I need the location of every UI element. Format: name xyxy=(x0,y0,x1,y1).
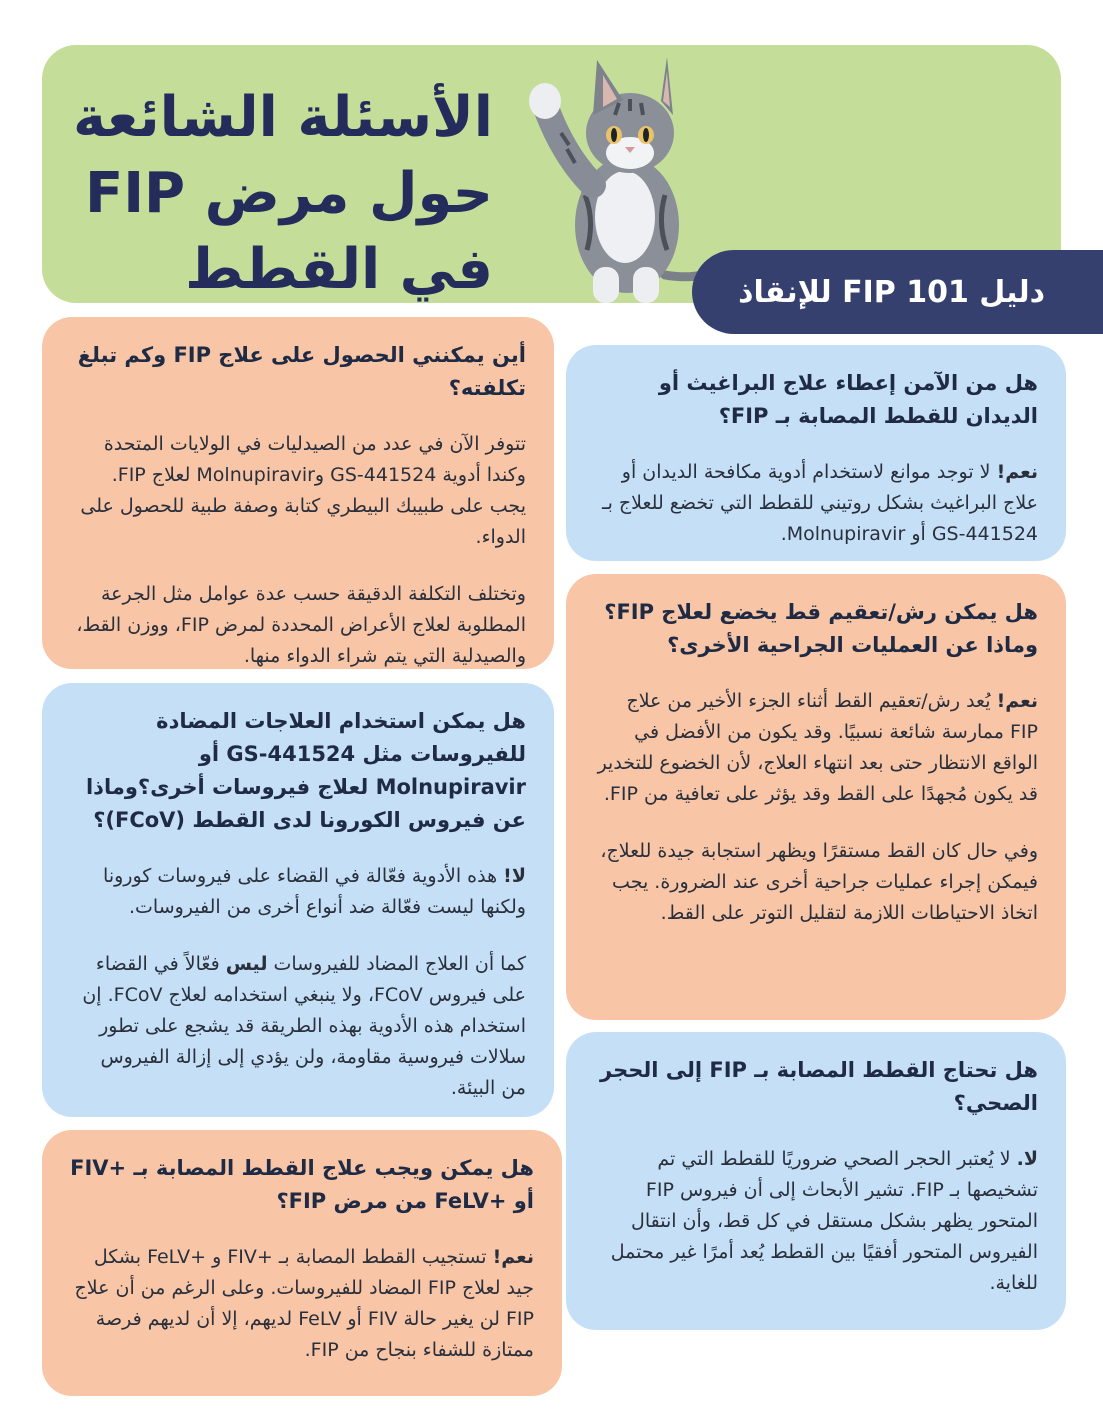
faq-answer-antiviral-1 xyxy=(70,861,526,923)
answer-lead-no: لا! xyxy=(503,865,526,887)
faq-card-spay-neuter xyxy=(566,574,1066,1020)
faq-answer-treatment-cost-2: وتختلف التكلفة الدقيقة حسب عدة عوامل مثل الجرعة المطلوبة لعلاج الأعراض المحددة لمرض FIP، ووزن القط، والصيدلية التي يتم شراء الدواء منها. xyxy=(76,583,526,667)
answer-lead-no: لا. xyxy=(1016,1148,1038,1170)
faq-question-quarantine: هل تحتاج القطط المصابة بـ FIP إلى الحجر الصحي؟ xyxy=(600,1058,1038,1115)
faq-answer-treatment-cost-1: تتوفر الآن في عدد من الصيدليات في الولايات المتحدة وكندا أدوية GS-441524 وMolnupiravir لعلاج FIP. يجب على طبيبك البيطري كتابة وصفة طبية للحصول على الدواء. xyxy=(80,433,526,548)
answer-text: فعّالاً في القضاء على فيروس FCoV، ولا ينبغي استخدامه لعلاج FCoV. إن استخدام هذه الأدوية بهذه الطريقة قد يشجع على تطور سلالات فيروسية مقاومة، ولن يؤدي إلى إزالة الفيروس من البيئة. xyxy=(82,953,526,1099)
faq-answer-spay-neuter-2: وفي حال كان القط مستقرًا ويظهر استجابة جيدة للعلاج، فيمكن إجراء عمليات جراحية أخرى عند الضرورة. يجب اتخاذ الاحتياطات اللازمة لتقليل التوتر على القط. xyxy=(600,840,1038,924)
page-title xyxy=(53,80,493,308)
answer-text: هذه الأدوية فعّالة في القضاء على فيروسات كورونا ولكنها ليست فعّالة ضد أنواع أخرى من الفيروسات. xyxy=(103,865,526,918)
faq-card-treatment-cost xyxy=(42,317,554,669)
answer-text: لا يُعتبر الحجر الصحي ضروريًا للقطط التي تم تشخيصها بـ FIP. تشير الأبحاث إلى أن فيروس FIP المتحور يظهر بشكل مستقل في كل قط، وأن انتقال الفيروس المتحور أفقيًا بين القطط يُعد أمرًا غير محتمل للغاية. xyxy=(610,1148,1038,1294)
answer-lead-yes: نعم! xyxy=(996,690,1038,712)
faq-question-antiviral: هل يمكن استخدام العلاجات المضادة للفيروسات مثل GS-441524 أو Molnupiravir لعلاج فيروسات أخرى؟وماذا عن فيروس الكورونا لدى القطط (FCoV)؟ xyxy=(85,709,526,832)
faq-question-flea-worm: هل من الآمن إعطاء علاج البراغيث أو الديدان للقطط المصابة بـ FIP؟ xyxy=(658,371,1038,428)
answer-lead-yes: نعم! xyxy=(492,1246,534,1268)
answer-text: يُعد رش/تعقيم القط أثناء الجزء الأخير من علاج FIP ممارسة شائعة نسبيًا. وقد يكون من الأفضل في الواقع الانتظار حتى بعد انتهاء العلاج، لأن الخضوع للتخدير قد يكون مُجهدًا على القط وقد يؤثر على تعافية من FIP. xyxy=(597,690,1038,805)
faq-question-spay-neuter: هل يمكن رش/تعقيم قط يخضع لعلاج FIP؟ وماذا عن العمليات الجراحية الأخرى؟ xyxy=(604,600,1038,657)
faq-card-fiv-felv xyxy=(42,1130,562,1396)
faq-answer-spay-neuter-1 xyxy=(594,686,1038,810)
faq-question-treatment-cost: أين يمكنني الحصول على علاج FIP وكم تبلغ تكلفته؟ xyxy=(77,343,526,400)
answer-text: كما أن العلاج المضاد للفيروسات xyxy=(267,953,526,975)
title-line-2: حول مرض FIP xyxy=(84,161,493,226)
faq-answer-antiviral-2 xyxy=(70,949,526,1104)
guide-tag-label: دليل FIP 101 للإنقاذ xyxy=(738,274,1045,310)
kitten-illustration xyxy=(515,45,730,307)
faq-card-quarantine xyxy=(566,1032,1066,1330)
title-line-3: في القطط xyxy=(185,237,493,302)
faq-answer-quarantine xyxy=(594,1144,1038,1299)
answer-lead-yes: نعم! xyxy=(996,461,1038,483)
guide-tag xyxy=(692,250,1103,334)
answer-emphasis: ليس xyxy=(225,953,268,975)
faq-card-antiviral xyxy=(42,683,554,1117)
faq-answer-fiv-felv xyxy=(70,1242,534,1366)
answer-text: تستجيب القطط المصابة بـ +FIV و +FeLV بشكل جيد لعلاج FIP المضاد للفيروسات. وعلى الرغم من أن علاج FIP لن يغير حالة FIV أو FeLV لديهم، إلا أن لديهم فرصة ممتازة للشفاء بنجاح من FIP. xyxy=(74,1246,534,1361)
title-line-1: الأسئلة الشائعة xyxy=(73,85,493,150)
faq-question-fiv-felv: هل يمكن ويجب علاج القطط المصابة بـ +FIV أو +FeLV من مرض FIP؟ xyxy=(70,1156,534,1213)
faq-card-flea-worm xyxy=(566,345,1066,561)
answer-text: لا توجد موانع لاستخدام أدوية مكافحة الديدان أو علاج البراغيث بشكل روتيني للقطط التي تخضع للعلاج بـ GS-441524 أو Molnupiravir. xyxy=(602,461,1038,545)
faq-answer-flea-worm xyxy=(594,457,1038,550)
